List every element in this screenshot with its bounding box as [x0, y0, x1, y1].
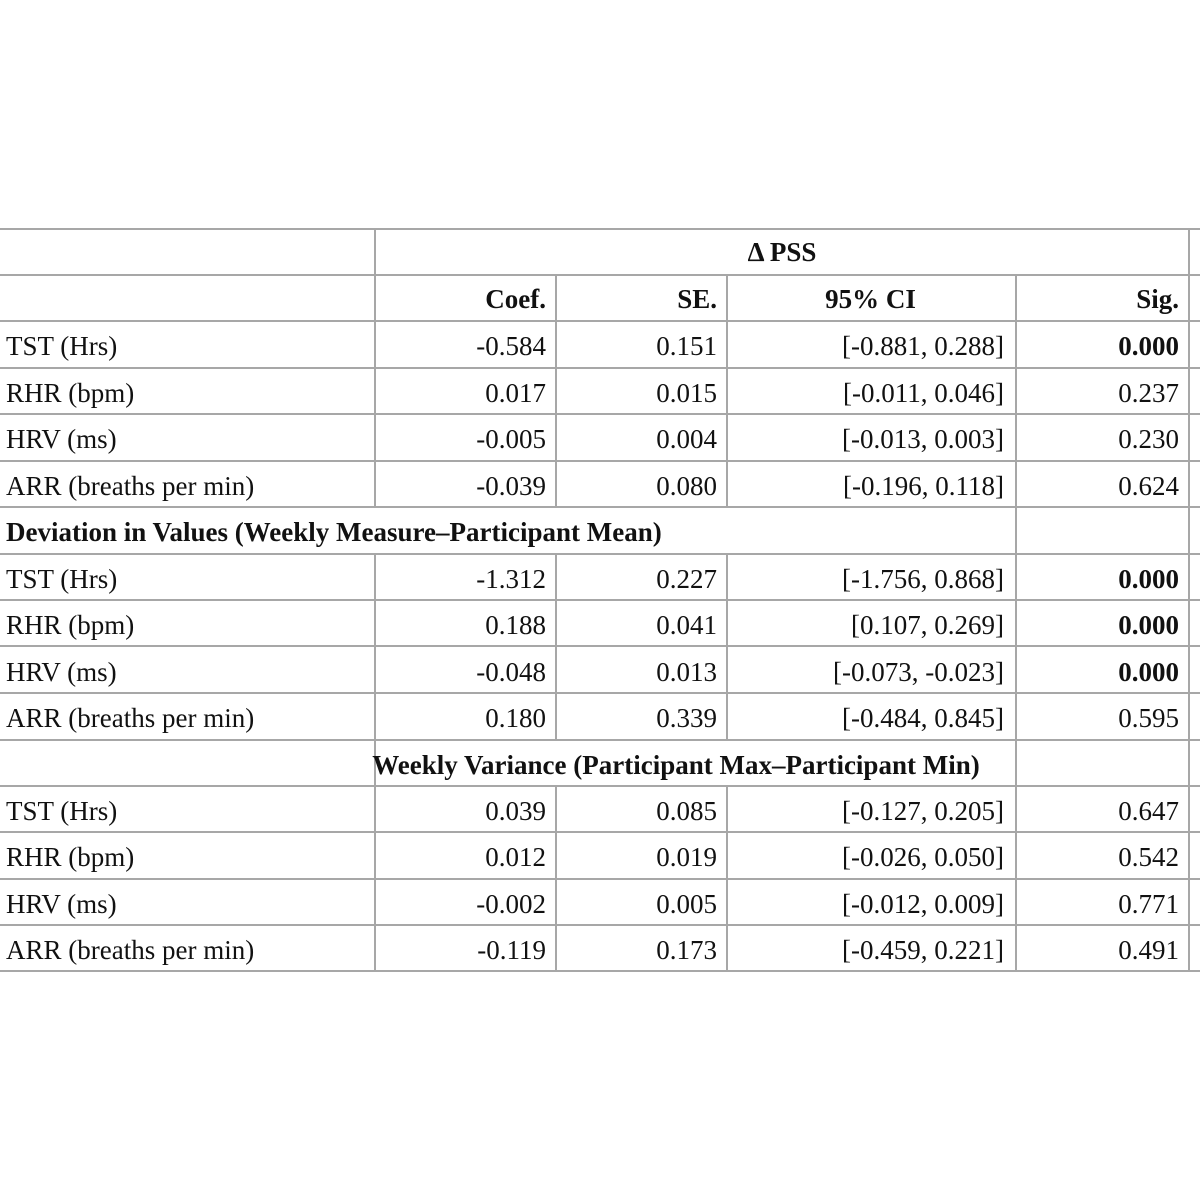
coef-value: -0.002: [476, 889, 546, 919]
se-value: 0.080: [656, 471, 717, 501]
ci-value: [-0.012, 0.009]: [842, 889, 1004, 919]
ci-value: [-0.484, 0.845]: [842, 703, 1004, 733]
se-value: 0.019: [656, 842, 717, 872]
sig-value: 0.542: [1118, 842, 1179, 872]
coef-value: -0.584: [476, 331, 546, 361]
row-label: ARR (breaths per min): [6, 935, 255, 965]
ci-value: [-0.881, 0.288]: [842, 331, 1004, 361]
ci-value: [0.107, 0.269]: [851, 610, 1004, 640]
sig-value: 0.647: [1118, 796, 1179, 826]
row-label: RHR (bpm): [6, 842, 135, 872]
sig-value: 0.000: [1118, 564, 1179, 594]
sig-value: 0.000: [1118, 610, 1179, 640]
coef-value: -1.312: [476, 564, 546, 594]
column-header-ci: 95% CI: [825, 284, 916, 314]
row-label: RHR (bpm): [6, 378, 135, 408]
ci-value: [-0.013, 0.003]: [842, 424, 1004, 454]
row-label: TST (Hrs): [6, 564, 118, 594]
sig-value: 0.000: [1118, 657, 1179, 687]
se-value: 0.005: [656, 889, 717, 919]
ci-value: [-0.127, 0.205]: [842, 796, 1004, 826]
row-label: TST (Hrs): [6, 796, 118, 826]
sig-value: 0.000: [1118, 331, 1179, 361]
se-value: 0.227: [656, 564, 717, 594]
se-value: 0.004: [656, 424, 717, 454]
ci-value: [-0.026, 0.050]: [842, 842, 1004, 872]
row-label: HRV (ms): [6, 657, 117, 687]
ci-value: [-0.073, -0.023]: [833, 657, 1004, 687]
sig-value: 0.624: [1118, 471, 1179, 501]
coef-value: -0.005: [476, 424, 546, 454]
column-divider: [1188, 228, 1190, 972]
column-header-se: SE.: [677, 284, 717, 314]
ci-value: [-0.196, 0.118]: [843, 471, 1004, 501]
coef-value: 0.180: [485, 703, 546, 733]
sig-value: 0.771: [1118, 889, 1179, 919]
ci-value: [-1.756, 0.868]: [842, 564, 1004, 594]
se-value: 0.173: [656, 935, 717, 965]
sig-value: 0.230: [1118, 424, 1179, 454]
column-header-sig: Sig.: [1136, 284, 1179, 314]
se-value: 0.013: [656, 657, 717, 687]
ci-value: [-0.459, 0.221]: [842, 935, 1004, 965]
coef-value: -0.119: [477, 935, 546, 965]
row-label: HRV (ms): [6, 424, 117, 454]
se-value: 0.085: [656, 796, 717, 826]
coef-value: 0.039: [485, 796, 546, 826]
section-title-deviation: Deviation in Values (Weekly Measure–Participant Mean): [6, 517, 662, 547]
row-label: ARR (breaths per min): [6, 703, 255, 733]
se-value: 0.339: [656, 703, 717, 733]
row-label: HRV (ms): [6, 889, 117, 919]
coef-value: -0.039: [476, 471, 546, 501]
row-label: TST (Hrs): [6, 331, 118, 361]
sig-value: 0.237: [1118, 378, 1179, 408]
group-header-delta-pss: Δ PSS: [747, 237, 817, 267]
coef-value: 0.012: [485, 842, 546, 872]
row-label: RHR (bpm): [6, 610, 135, 640]
coef-value: 0.188: [485, 610, 546, 640]
row-label: ARR (breaths per min): [6, 471, 255, 501]
coef-value: -0.048: [476, 657, 546, 687]
section-title-variance: Weekly Variance (Participant Max–Participant Min): [372, 750, 980, 780]
se-value: 0.151: [656, 331, 717, 361]
column-header-coef: Coef.: [485, 284, 546, 314]
ci-value: [-0.011, 0.046]: [843, 378, 1004, 408]
se-value: 0.015: [656, 378, 717, 408]
sig-value: 0.595: [1118, 703, 1179, 733]
sig-value: 0.491: [1118, 935, 1179, 965]
se-value: 0.041: [656, 610, 717, 640]
coef-value: 0.017: [485, 378, 546, 408]
rule-under-group: [0, 274, 1200, 276]
